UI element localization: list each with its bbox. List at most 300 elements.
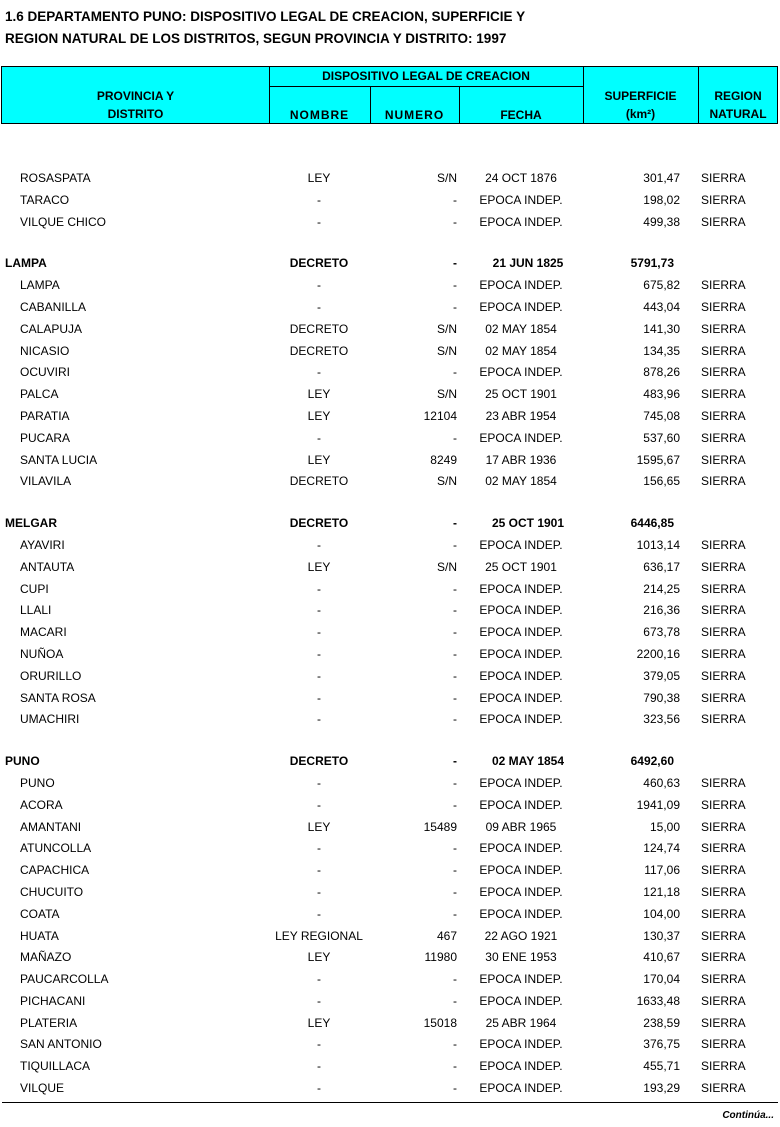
nombre-cell: LEY bbox=[307, 950, 331, 965]
name-cell: TIQUILLACA bbox=[20, 1059, 91, 1074]
superficie-cell: 193,29 bbox=[643, 1081, 680, 1096]
nombre-cell: - bbox=[317, 603, 321, 618]
nombre-cell: - bbox=[317, 797, 321, 812]
region-cell: SIERRA bbox=[701, 646, 746, 661]
nombre-cell: - bbox=[317, 884, 321, 899]
numero-cell: - bbox=[453, 1081, 457, 1096]
district-row bbox=[0, 817, 780, 839]
district-row bbox=[0, 168, 780, 190]
district-row bbox=[0, 450, 780, 472]
numero-cell: - bbox=[453, 841, 457, 856]
region-cell: SIERRA bbox=[701, 797, 746, 812]
superficie-cell: 878,26 bbox=[643, 365, 680, 380]
header-region bbox=[698, 87, 778, 123]
district-row bbox=[0, 709, 780, 731]
district-row bbox=[0, 969, 780, 991]
superficie-cell: 1595,67 bbox=[636, 452, 680, 467]
name-cell: SANTA LUCIA bbox=[20, 452, 98, 467]
district-row bbox=[0, 297, 780, 319]
superficie-cell: 6446,85 bbox=[630, 516, 674, 531]
header-provincia-line: PROVINCIA Y bbox=[96, 89, 175, 103]
spacer-row bbox=[0, 148, 780, 168]
name-cell: CALAPUJA bbox=[20, 321, 83, 336]
header-natural-line: NATURAL bbox=[709, 107, 767, 121]
name-cell: ANTAUTA bbox=[20, 559, 75, 574]
name-cell: ORURILLO bbox=[20, 668, 82, 683]
superficie-cell: 499,38 bbox=[643, 214, 680, 229]
district-row bbox=[0, 1034, 780, 1056]
name-cell: NUÑOA bbox=[20, 646, 64, 661]
superficie-cell: 745,08 bbox=[643, 408, 680, 423]
nombre-cell: LEY bbox=[307, 387, 331, 402]
numero-cell: - bbox=[453, 1059, 457, 1074]
nombre-cell: - bbox=[317, 993, 321, 1008]
province-row bbox=[0, 751, 780, 773]
nombre-cell: - bbox=[317, 646, 321, 661]
numero-cell: - bbox=[453, 993, 457, 1008]
superficie-cell: 5791,73 bbox=[630, 256, 674, 271]
spacer-row bbox=[0, 233, 780, 253]
fecha-cell: EPOCA INDEP. bbox=[479, 668, 563, 683]
region-cell: SIERRA bbox=[701, 192, 746, 207]
superficie-cell: 214,25 bbox=[643, 581, 680, 596]
numero-cell: - bbox=[453, 256, 457, 271]
name-cell: PUNO bbox=[5, 754, 40, 769]
superficie-cell: 301,47 bbox=[643, 171, 680, 185]
numero-cell: - bbox=[453, 646, 457, 661]
superficie-cell: 141,30 bbox=[643, 321, 680, 336]
district-row bbox=[0, 557, 780, 579]
district-row bbox=[0, 688, 780, 710]
region-cell: SIERRA bbox=[701, 603, 746, 618]
superficie-cell: 1633,48 bbox=[636, 993, 680, 1008]
nombre-cell: - bbox=[317, 1037, 321, 1052]
numero-cell: - bbox=[453, 192, 457, 207]
fecha-cell: 25 OCT 1901 bbox=[491, 516, 565, 531]
region-cell: SIERRA bbox=[701, 690, 746, 705]
name-cell: OCUVIRI bbox=[20, 365, 71, 380]
nombre-cell: LEY bbox=[307, 171, 331, 185]
nombre-cell: - bbox=[317, 863, 321, 878]
name-cell: PUCARA bbox=[20, 430, 71, 445]
numero-cell: 8249 bbox=[430, 452, 457, 467]
superficie-cell: 104,00 bbox=[643, 906, 680, 921]
numero-cell: S/N bbox=[436, 171, 457, 185]
fecha-cell: EPOCA INDEP. bbox=[479, 537, 563, 552]
numero-cell: 467 bbox=[436, 928, 457, 943]
region-cell: SIERRA bbox=[701, 863, 746, 878]
numero-cell: - bbox=[453, 712, 457, 727]
numero-cell: S/N bbox=[436, 387, 457, 402]
header-numero: NUMERO bbox=[384, 108, 445, 122]
fecha-cell: EPOCA INDEP. bbox=[479, 365, 563, 380]
nombre-cell: LEY bbox=[307, 408, 331, 423]
region-cell: SIERRA bbox=[701, 537, 746, 552]
name-cell: MELGAR bbox=[5, 516, 57, 531]
fecha-cell: EPOCA INDEP. bbox=[479, 884, 563, 899]
fecha-cell: 02 MAY 1854 bbox=[485, 321, 557, 336]
name-cell: TARACO bbox=[20, 192, 70, 207]
superficie-cell: 170,04 bbox=[643, 972, 680, 987]
name-cell: PLATERIA bbox=[20, 1015, 78, 1030]
numero-cell: - bbox=[453, 365, 457, 380]
name-cell: PARATIA bbox=[20, 408, 70, 423]
district-row bbox=[0, 212, 780, 234]
region-cell: SIERRA bbox=[701, 365, 746, 380]
fecha-cell: EPOCA INDEP. bbox=[479, 430, 563, 445]
region-cell: SIERRA bbox=[701, 841, 746, 856]
numero-cell: S/N bbox=[436, 321, 457, 336]
name-cell: LLALI bbox=[20, 603, 52, 618]
nombre-cell: - bbox=[317, 972, 321, 987]
fecha-cell: 25 OCT 1901 bbox=[485, 559, 557, 574]
numero-cell: - bbox=[453, 278, 457, 293]
header-nombre: NOMBRE bbox=[289, 108, 350, 122]
name-cell: HUATA bbox=[20, 928, 59, 943]
district-row bbox=[0, 860, 780, 882]
numero-cell: 12104 bbox=[423, 408, 457, 423]
superficie-cell: 15,00 bbox=[649, 819, 680, 834]
nombre-cell: LEY REGIONAL bbox=[275, 928, 363, 943]
district-row bbox=[0, 190, 780, 212]
district-row bbox=[0, 795, 780, 817]
fecha-cell: 25 OCT 1901 bbox=[485, 387, 557, 402]
region-cell: SIERRA bbox=[701, 581, 746, 596]
name-cell: AMANTANI bbox=[20, 819, 82, 834]
region-cell: SIERRA bbox=[701, 884, 746, 899]
header-region-line: REGION bbox=[714, 89, 762, 103]
name-cell: ROSASPATA bbox=[20, 171, 91, 185]
region-cell: SIERRA bbox=[701, 906, 746, 921]
region-cell: SIERRA bbox=[701, 993, 746, 1008]
numero-cell: - bbox=[453, 797, 457, 812]
district-row bbox=[0, 471, 780, 493]
name-cell: PICHACANI bbox=[20, 993, 86, 1008]
superficie-cell: 130,37 bbox=[643, 928, 680, 943]
region-cell: SIERRA bbox=[701, 408, 746, 423]
nombre-cell: DECRETO bbox=[289, 516, 349, 531]
numero-cell: - bbox=[453, 775, 457, 790]
region-cell: SIERRA bbox=[701, 387, 746, 402]
nombre-cell: - bbox=[317, 690, 321, 705]
nombre-cell: - bbox=[317, 712, 321, 727]
header-km2-line: (km²) bbox=[625, 107, 656, 121]
spacer-row bbox=[0, 493, 780, 513]
numero-cell: - bbox=[453, 214, 457, 229]
name-cell: CAPACHICA bbox=[20, 863, 90, 878]
superficie-cell: 156,65 bbox=[643, 474, 680, 489]
numero-cell: - bbox=[453, 516, 457, 531]
superficie-cell: 379,05 bbox=[643, 668, 680, 683]
district-row bbox=[0, 362, 780, 384]
district-row bbox=[0, 1078, 780, 1100]
region-cell: SIERRA bbox=[701, 171, 746, 185]
name-cell: MAÑAZO bbox=[20, 950, 72, 965]
fecha-cell: EPOCA INDEP. bbox=[479, 603, 563, 618]
superficie-cell: 117,06 bbox=[644, 863, 680, 878]
numero-cell: - bbox=[453, 299, 457, 314]
superficie-cell: 410,67 bbox=[643, 950, 680, 965]
nombre-cell: - bbox=[317, 299, 321, 314]
fecha-cell: EPOCA INDEP. bbox=[479, 972, 563, 987]
district-row bbox=[0, 535, 780, 557]
numero-cell: - bbox=[453, 906, 457, 921]
fecha-cell: 24 OCT 1876 bbox=[485, 171, 557, 185]
district-row bbox=[0, 1013, 780, 1035]
superficie-cell: 238,59 bbox=[643, 1015, 680, 1030]
fecha-cell: EPOCA INDEP. bbox=[479, 278, 563, 293]
region-cell: SIERRA bbox=[701, 775, 746, 790]
fecha-cell: 22 AGO 1921 bbox=[484, 928, 558, 943]
table-header bbox=[1, 66, 778, 124]
superficie-cell: 1941,09 bbox=[636, 797, 680, 812]
name-cell: SANTA ROSA bbox=[20, 690, 96, 705]
header-superficie-line: SUPERFICIE bbox=[604, 89, 677, 103]
region-cell: SIERRA bbox=[701, 819, 746, 834]
nombre-cell: - bbox=[317, 1081, 321, 1096]
numero-cell: - bbox=[453, 581, 457, 596]
name-cell: CABANILLA bbox=[20, 299, 87, 314]
superficie-cell: 121,18 bbox=[643, 884, 680, 899]
numero-cell: 15489 bbox=[423, 819, 457, 834]
superficie-cell: 323,56 bbox=[643, 712, 680, 727]
numero-cell: S/N bbox=[436, 343, 457, 358]
numero-cell: 15018 bbox=[423, 1015, 457, 1030]
numero-cell: 11980 bbox=[424, 950, 457, 965]
fecha-cell: EPOCA INDEP. bbox=[479, 906, 563, 921]
region-cell: SIERRA bbox=[701, 343, 746, 358]
nombre-cell: DECRETO bbox=[289, 474, 349, 489]
name-cell: PALCA bbox=[20, 387, 59, 402]
footer-divider bbox=[2, 1102, 778, 1103]
region-cell: SIERRA bbox=[701, 559, 746, 574]
region-cell: SIERRA bbox=[701, 928, 746, 943]
fecha-cell: 30 ENE 1953 bbox=[485, 950, 557, 965]
superficie-cell: 443,04 bbox=[643, 299, 680, 314]
superficie-cell: 134,35 bbox=[643, 343, 680, 358]
district-row bbox=[0, 991, 780, 1013]
district-row bbox=[0, 838, 780, 860]
district-row bbox=[0, 904, 780, 926]
nombre-cell: LEY bbox=[307, 559, 331, 574]
region-cell: SIERRA bbox=[701, 321, 746, 336]
superficie-cell: 636,17 bbox=[643, 559, 680, 574]
nombre-cell: - bbox=[317, 278, 321, 293]
district-row bbox=[0, 1056, 780, 1078]
numero-cell: - bbox=[453, 884, 457, 899]
fecha-cell: EPOCA INDEP. bbox=[479, 625, 563, 640]
name-cell: MACARI bbox=[20, 625, 67, 640]
nombre-cell: - bbox=[317, 192, 321, 207]
superficie-cell: 124,74 bbox=[643, 841, 680, 856]
numero-cell: - bbox=[453, 603, 457, 618]
region-cell: SIERRA bbox=[701, 1059, 746, 1074]
region-cell: SIERRA bbox=[701, 474, 746, 489]
fecha-cell: EPOCA INDEP. bbox=[479, 299, 563, 314]
nombre-cell: - bbox=[317, 625, 321, 640]
region-cell: SIERRA bbox=[701, 1081, 746, 1096]
name-cell: ATUNCOLLA bbox=[20, 841, 92, 856]
nombre-cell: LEY bbox=[307, 819, 331, 834]
header-divider bbox=[269, 86, 583, 87]
header-superficie bbox=[583, 87, 698, 123]
fecha-cell: EPOCA INDEP. bbox=[479, 775, 563, 790]
fecha-cell: EPOCA INDEP. bbox=[479, 690, 563, 705]
fecha-cell: 02 MAY 1854 bbox=[485, 343, 557, 358]
numero-cell: - bbox=[453, 972, 457, 987]
header-distrito-line: DISTRITO bbox=[107, 107, 164, 121]
numero-cell: S/N bbox=[436, 559, 457, 574]
title-line-2: REGION NATURAL DE LOS DISTRITOS, SEGUN PROVINCIA Y DISTRITO: 1997 bbox=[5, 31, 507, 46]
district-row bbox=[0, 406, 780, 428]
region-cell: SIERRA bbox=[701, 625, 746, 640]
header-fecha: FECHA bbox=[500, 108, 542, 122]
district-row bbox=[0, 341, 780, 363]
superficie-cell: 376,75 bbox=[643, 1037, 680, 1052]
fecha-cell: 09 ABR 1965 bbox=[485, 819, 557, 834]
name-cell: SAN ANTONIO bbox=[20, 1037, 102, 1052]
nombre-cell: - bbox=[317, 841, 321, 856]
fecha-cell: EPOCA INDEP. bbox=[479, 993, 563, 1008]
header-provincia bbox=[2, 87, 269, 123]
region-cell: SIERRA bbox=[701, 430, 746, 445]
district-row bbox=[0, 600, 780, 622]
fecha-cell: EPOCA INDEP. bbox=[479, 1081, 563, 1096]
nombre-cell: LEY bbox=[307, 1015, 331, 1030]
fecha-cell: EPOCA INDEP. bbox=[479, 712, 563, 727]
district-row bbox=[0, 428, 780, 450]
district-row bbox=[0, 622, 780, 644]
nombre-cell: - bbox=[317, 214, 321, 229]
nombre-cell: - bbox=[317, 537, 321, 552]
district-row bbox=[0, 947, 780, 969]
district-row bbox=[0, 773, 780, 795]
name-cell: LAMPA bbox=[5, 256, 47, 271]
superficie-cell: 198,02 bbox=[643, 192, 680, 207]
fecha-cell: 25 ABR 1964 bbox=[485, 1015, 557, 1030]
fecha-cell: EPOCA INDEP. bbox=[479, 797, 563, 812]
fecha-cell: 02 MAY 1854 bbox=[491, 754, 565, 769]
province-row bbox=[0, 253, 780, 275]
name-cell: CUPI bbox=[20, 581, 49, 596]
numero-cell: - bbox=[453, 625, 457, 640]
nombre-cell: - bbox=[317, 1059, 321, 1074]
fecha-cell: EPOCA INDEP. bbox=[479, 1037, 563, 1052]
district-row bbox=[0, 644, 780, 666]
superficie-cell: 460,63 bbox=[643, 775, 680, 790]
region-cell: SIERRA bbox=[701, 452, 746, 467]
nombre-cell: - bbox=[317, 668, 321, 683]
region-cell: SIERRA bbox=[701, 950, 746, 965]
fecha-cell: 17 ABR 1936 bbox=[485, 452, 557, 467]
numero-cell: - bbox=[453, 430, 457, 445]
district-row bbox=[0, 882, 780, 904]
nombre-cell: DECRETO bbox=[289, 321, 349, 336]
region-cell: SIERRA bbox=[701, 668, 746, 683]
superficie-cell: 673,78 bbox=[643, 625, 680, 640]
superficie-cell: 537,60 bbox=[643, 430, 680, 445]
nombre-cell: LEY bbox=[307, 452, 331, 467]
page-title bbox=[5, 6, 525, 50]
region-cell: SIERRA bbox=[701, 214, 746, 229]
spacer-row bbox=[0, 731, 780, 751]
region-cell: SIERRA bbox=[701, 712, 746, 727]
numero-cell: - bbox=[453, 754, 457, 769]
superficie-cell: 675,82 bbox=[643, 278, 680, 293]
name-cell: NICASIO bbox=[20, 343, 70, 358]
title-line-1: 1.6 DEPARTAMENTO PUNO: DISPOSITIVO LEGAL DE CREACION, SUPERFICIE Y bbox=[5, 9, 526, 24]
fecha-cell: 23 ABR 1954 bbox=[485, 408, 557, 423]
numero-cell: S/N bbox=[436, 474, 457, 489]
superficie-cell: 455,71 bbox=[643, 1059, 680, 1074]
superficie-cell: 483,96 bbox=[643, 387, 680, 402]
district-row bbox=[0, 384, 780, 406]
nombre-cell: - bbox=[317, 430, 321, 445]
numero-cell: - bbox=[453, 668, 457, 683]
nombre-cell: - bbox=[317, 581, 321, 596]
name-cell: VILAVILA bbox=[20, 474, 72, 489]
name-cell: CHUCUITO bbox=[20, 884, 84, 899]
fecha-cell: EPOCA INDEP. bbox=[479, 581, 563, 596]
fecha-cell: EPOCA INDEP. bbox=[479, 192, 563, 207]
district-row bbox=[0, 666, 780, 688]
fecha-cell: EPOCA INDEP. bbox=[479, 863, 563, 878]
nombre-cell: - bbox=[317, 775, 321, 790]
region-cell: SIERRA bbox=[701, 299, 746, 314]
numero-cell: - bbox=[453, 537, 457, 552]
district-row bbox=[0, 275, 780, 297]
province-row bbox=[0, 513, 780, 535]
superficie-cell: 2200,16 bbox=[636, 646, 680, 661]
superficie-cell: 1013,14 bbox=[636, 537, 680, 552]
name-cell: VILQUE bbox=[20, 1081, 65, 1096]
district-row bbox=[0, 319, 780, 341]
superficie-cell: 6492,60 bbox=[630, 754, 674, 769]
fecha-cell: EPOCA INDEP. bbox=[479, 1059, 563, 1074]
name-cell: VILQUE CHICO bbox=[20, 214, 107, 229]
numero-cell: - bbox=[453, 1037, 457, 1052]
name-cell: COATA bbox=[20, 906, 60, 921]
region-cell: SIERRA bbox=[701, 278, 746, 293]
numero-cell: - bbox=[453, 690, 457, 705]
superficie-cell: 790,38 bbox=[643, 690, 680, 705]
nombre-cell: - bbox=[317, 365, 321, 380]
name-cell: AYAVIRI bbox=[20, 537, 65, 552]
district-row bbox=[0, 926, 780, 948]
region-cell: SIERRA bbox=[701, 1015, 746, 1030]
nombre-cell: DECRETO bbox=[289, 343, 349, 358]
name-cell: UMACHIRI bbox=[20, 712, 80, 727]
region-cell: SIERRA bbox=[701, 972, 746, 987]
nombre-cell: - bbox=[317, 906, 321, 921]
fecha-cell: EPOCA INDEP. bbox=[479, 214, 563, 229]
table-body bbox=[0, 148, 780, 1100]
fecha-cell: 21 JUN 1825 bbox=[492, 256, 564, 271]
superficie-cell: 216,36 bbox=[643, 603, 680, 618]
district-row bbox=[0, 579, 780, 601]
name-cell: LAMPA bbox=[20, 278, 60, 293]
name-cell: PAUCARCOLLA bbox=[20, 972, 109, 987]
numero-cell: - bbox=[453, 863, 457, 878]
name-cell: ACORA bbox=[20, 797, 63, 812]
fecha-cell: EPOCA INDEP. bbox=[479, 841, 563, 856]
fecha-cell: EPOCA INDEP. bbox=[479, 646, 563, 661]
continued-note: Continúa... bbox=[722, 1110, 774, 1121]
region-cell: SIERRA bbox=[701, 1037, 746, 1052]
nombre-cell: DECRETO bbox=[289, 256, 349, 271]
header-dispositivo: DISPOSITIVO LEGAL DE CREACION bbox=[322, 69, 530, 83]
nombre-cell: DECRETO bbox=[289, 754, 349, 769]
